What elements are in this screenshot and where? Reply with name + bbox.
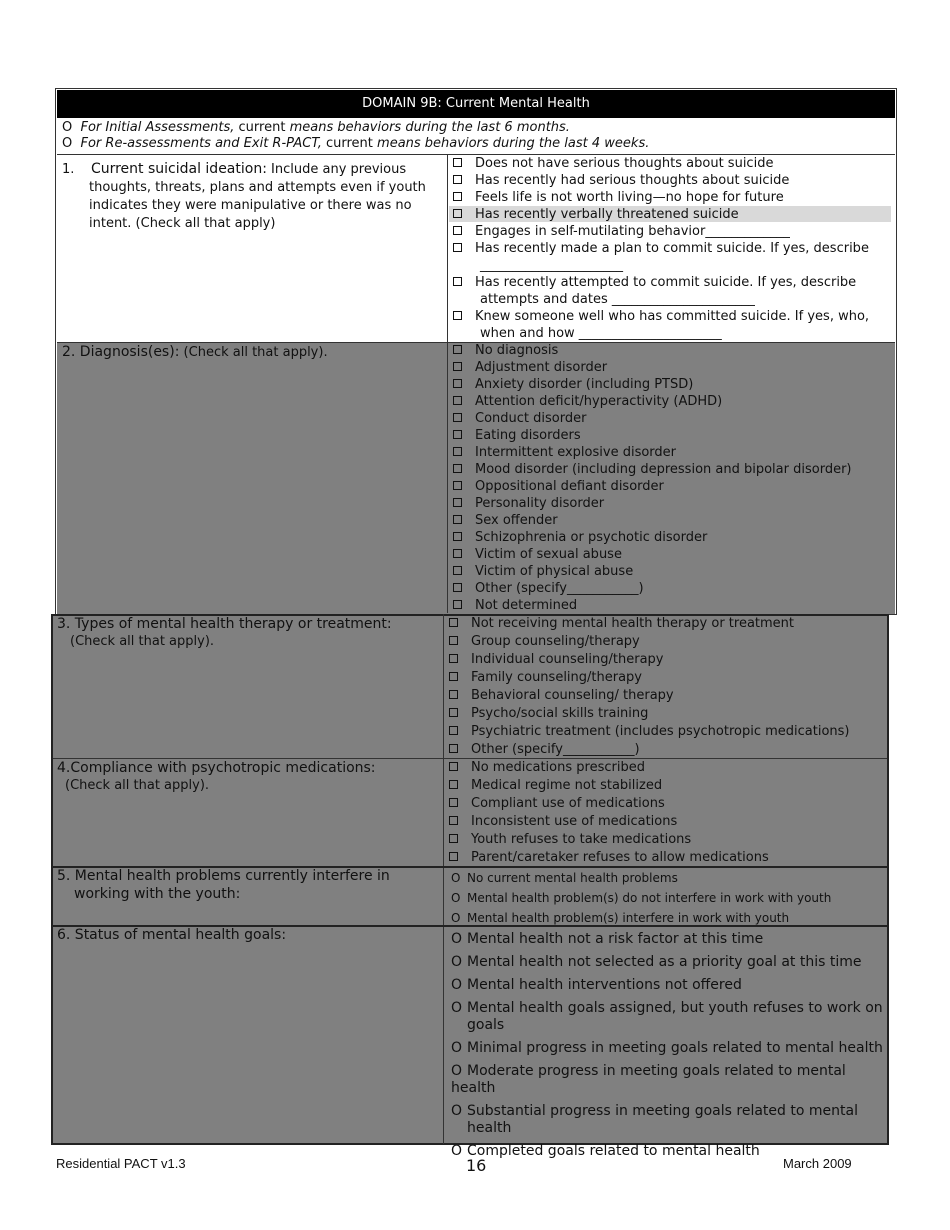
checkbox-icon[interactable] [453,158,462,167]
checkbox-icon[interactable] [449,798,458,807]
q3-options [449,615,850,759]
checkbox-icon[interactable] [453,396,462,405]
checkbox-option[interactable]: Has recently had serious thoughts about suicide [453,172,893,189]
radio-icon[interactable]: O [451,891,461,905]
checkbox-option[interactable]: Not determined [453,597,851,614]
checkbox-icon[interactable] [453,498,462,507]
checkbox-icon[interactable] [453,566,462,575]
radio-option[interactable]: O Mental health not selected as a priority goal at this time [451,954,862,970]
checkbox-option[interactable]: Group counseling/therapy [449,633,850,651]
checkbox-option[interactable]: Psycho/social skills training [449,705,850,723]
q3-question: 3. Types of mental health therapy or treatment: (Check all that apply). [57,616,392,649]
checkbox-option[interactable]: Compliant use of medications [449,795,769,813]
q4-question: 4.Compliance with psychotropic medications: (Check all that apply). [57,760,376,793]
checkbox-option[interactable]: Victim of sexual abuse [453,546,851,563]
checkbox-option[interactable]: Conduct disorder [453,410,851,427]
checkbox-option[interactable]: Parent/caretaker refuses to allow medications [449,849,769,867]
checkbox-option[interactable]: Has recently verbally threatened suicide [453,206,893,223]
checkbox-icon[interactable] [453,583,462,592]
checkbox-icon[interactable] [449,816,458,825]
radio-option[interactable]: O No current mental health problems [451,868,831,888]
checkbox-icon[interactable] [449,672,458,681]
radio-option[interactable]: O Minimal progress in meeting goals related to mental health [451,1040,883,1056]
checkbox-option[interactable]: Attention deficit/hyperactivity (ADHD) [453,393,851,410]
q1-question: 1. Current suicidal ideation: Include any previous thoughts, threats, plans and attempts even if youth indicates they were manipulative or there was no intent. (Check all that apply) [62,161,426,231]
checkbox-icon[interactable] [449,744,458,753]
lower-divider [443,614,444,1144]
checkbox-option[interactable]: Engages in self-mutilating behavior_____________ [453,223,893,240]
checkbox-icon[interactable] [453,549,462,558]
checkbox-icon[interactable] [453,345,462,354]
checkbox-option[interactable]: Mood disorder (including depression and bipolar disorder) [453,461,851,478]
checkbox-option[interactable]: Personality disorder [453,495,851,512]
footer-version: Residential PACT v1.3 [56,1156,186,1171]
checkbox-option[interactable]: Intermittent explosive disorder [453,444,851,461]
q6-question: 6. Status of mental health goals: [57,927,287,943]
footer-date: March 2009 [783,1156,852,1171]
checkbox-option[interactable]: Youth refuses to take medications [449,831,769,849]
radio-icon[interactable]: O [451,954,463,970]
checkbox-option[interactable]: Family counseling/therapy [449,669,850,687]
checkbox-icon[interactable] [453,481,462,490]
checkbox-option[interactable]: Schizophrenia or psychotic disorder [453,529,851,546]
instruction-reassess: O For Re-assessments and Exit R-PACT, current means behaviors during the last 4 weeks. [62,136,650,151]
checkbox-icon[interactable] [453,430,462,439]
checkbox-icon[interactable] [453,192,462,201]
checkbox-option[interactable]: Knew someone well who has committed suicide. If yes, who, when and how ______________________ [453,308,893,342]
checkbox-option[interactable]: Individual counseling/therapy [449,651,850,669]
checkbox-icon[interactable] [453,175,462,184]
checkbox-icon[interactable] [453,277,462,286]
checkbox-option[interactable]: Behavioral counseling/ therapy [449,687,850,705]
checkbox-option[interactable]: Other (specify___________) [449,741,850,759]
checkbox-icon[interactable] [449,654,458,663]
checkbox-icon[interactable] [453,362,462,371]
checkbox-option[interactable]: Adjustment disorder [453,359,851,376]
checkbox-icon[interactable] [449,780,458,789]
checkbox-icon[interactable] [453,311,462,320]
q5-options [451,868,831,928]
checkbox-option[interactable]: Victim of physical abuse [453,563,851,580]
checkbox-icon[interactable] [453,379,462,388]
q1-divider [447,154,448,342]
checkbox-icon[interactable] [449,636,458,645]
q5-question: 5. Mental health problems currently interfere in working with the youth: [57,868,390,902]
instructions [62,120,892,152]
radio-option[interactable]: O Moderate progress in meeting goals related to mental health [451,1063,846,1096]
q2-options [453,342,851,614]
radio-icon[interactable]: O [451,871,461,885]
radio-icon[interactable]: O [451,931,463,947]
radio-icon[interactable]: O [451,1103,463,1119]
checkbox-icon[interactable] [449,708,458,717]
checkbox-icon[interactable] [453,600,462,609]
q1-options [453,155,893,342]
checkbox-option[interactable]: No medications prescribed [449,759,769,777]
checkbox-option[interactable]: Not receiving mental health therapy or treatment [449,615,850,633]
checkbox-option[interactable]: Oppositional defiant disorder [453,478,851,495]
checkbox-option[interactable]: Sex offender [453,512,851,529]
domain-header [57,90,895,118]
q2-question: 2. Diagnosis(es): (Check all that apply). [62,344,328,360]
checkbox-icon[interactable] [449,618,458,627]
radio-icon[interactable]: O [451,1063,463,1079]
checkbox-icon[interactable] [453,413,462,422]
checkbox-option[interactable]: Anxiety disorder (including PTSD) [453,376,851,393]
checkbox-icon[interactable] [453,515,462,524]
radio-option[interactable]: O Mental health not a risk factor at this time [451,931,764,947]
radio-option[interactable]: O Substantial progress in meeting goals related to mental health [451,1103,858,1136]
checkbox-icon[interactable] [453,464,462,473]
radio-option[interactable]: O Mental health interventions not offered [451,977,742,993]
radio-icon[interactable]: O [451,911,461,925]
checkbox-option[interactable]: Inconsistent use of medications [449,813,769,831]
q4-options [449,759,769,867]
checkbox-icon[interactable] [453,226,462,235]
checkbox-icon[interactable] [449,852,458,861]
radio-icon[interactable]: O [451,1143,463,1159]
q6-options [451,931,883,1160]
checkbox-option[interactable]: No diagnosis [453,342,851,359]
checkbox-icon[interactable] [449,834,458,843]
checkbox-option[interactable]: Other (specify___________) [453,580,851,597]
checkbox-icon[interactable] [453,447,462,456]
radio-icon[interactable]: O [451,1040,463,1056]
checkbox-icon[interactable] [453,243,462,252]
radio-icon[interactable]: O [451,1000,463,1016]
radio-icon[interactable]: O [451,977,463,993]
checkbox-option[interactable]: Psychiatric treatment (includes psychotropic medications) [449,723,850,741]
checkbox-option[interactable]: Eating disorders [453,427,851,444]
page-number: 16 [466,1156,487,1175]
radio-option[interactable]: O Completed goals related to mental health [451,1143,760,1159]
checkbox-icon[interactable] [453,532,462,541]
checkbox-option[interactable]: Has recently made a plan to commit suicide. If yes, describe ______________________ [453,240,893,274]
checkbox-option[interactable]: Does not have serious thoughts about suicide [453,155,893,172]
checkbox-option[interactable]: Medical regime not stabilized [449,777,769,795]
domain-title: DOMAIN 9B: Current Mental Health [362,96,590,111]
q2-divider [447,342,448,613]
checkbox-icon[interactable] [449,690,458,699]
instruction-initial: O For Initial Assessments, current means behaviors during the last 6 months. [62,120,570,135]
radio-option[interactable]: O Mental health problem(s) interfere in work with youth [451,908,831,928]
checkbox-option[interactable]: Has recently attempted to commit suicide. If yes, describe attempts and dates ______________________ [453,274,893,308]
radio-option[interactable]: O Mental health problem(s) do not interfere in work with youth [451,888,831,908]
checkbox-icon[interactable] [453,209,462,218]
checkbox-icon[interactable] [449,762,458,771]
checkbox-icon[interactable] [449,726,458,735]
checkbox-option[interactable]: Feels life is not worth living—no hope for future [453,189,893,206]
radio-option[interactable]: O Mental health goals assigned, but youth refuses to work on goals [451,1000,883,1033]
